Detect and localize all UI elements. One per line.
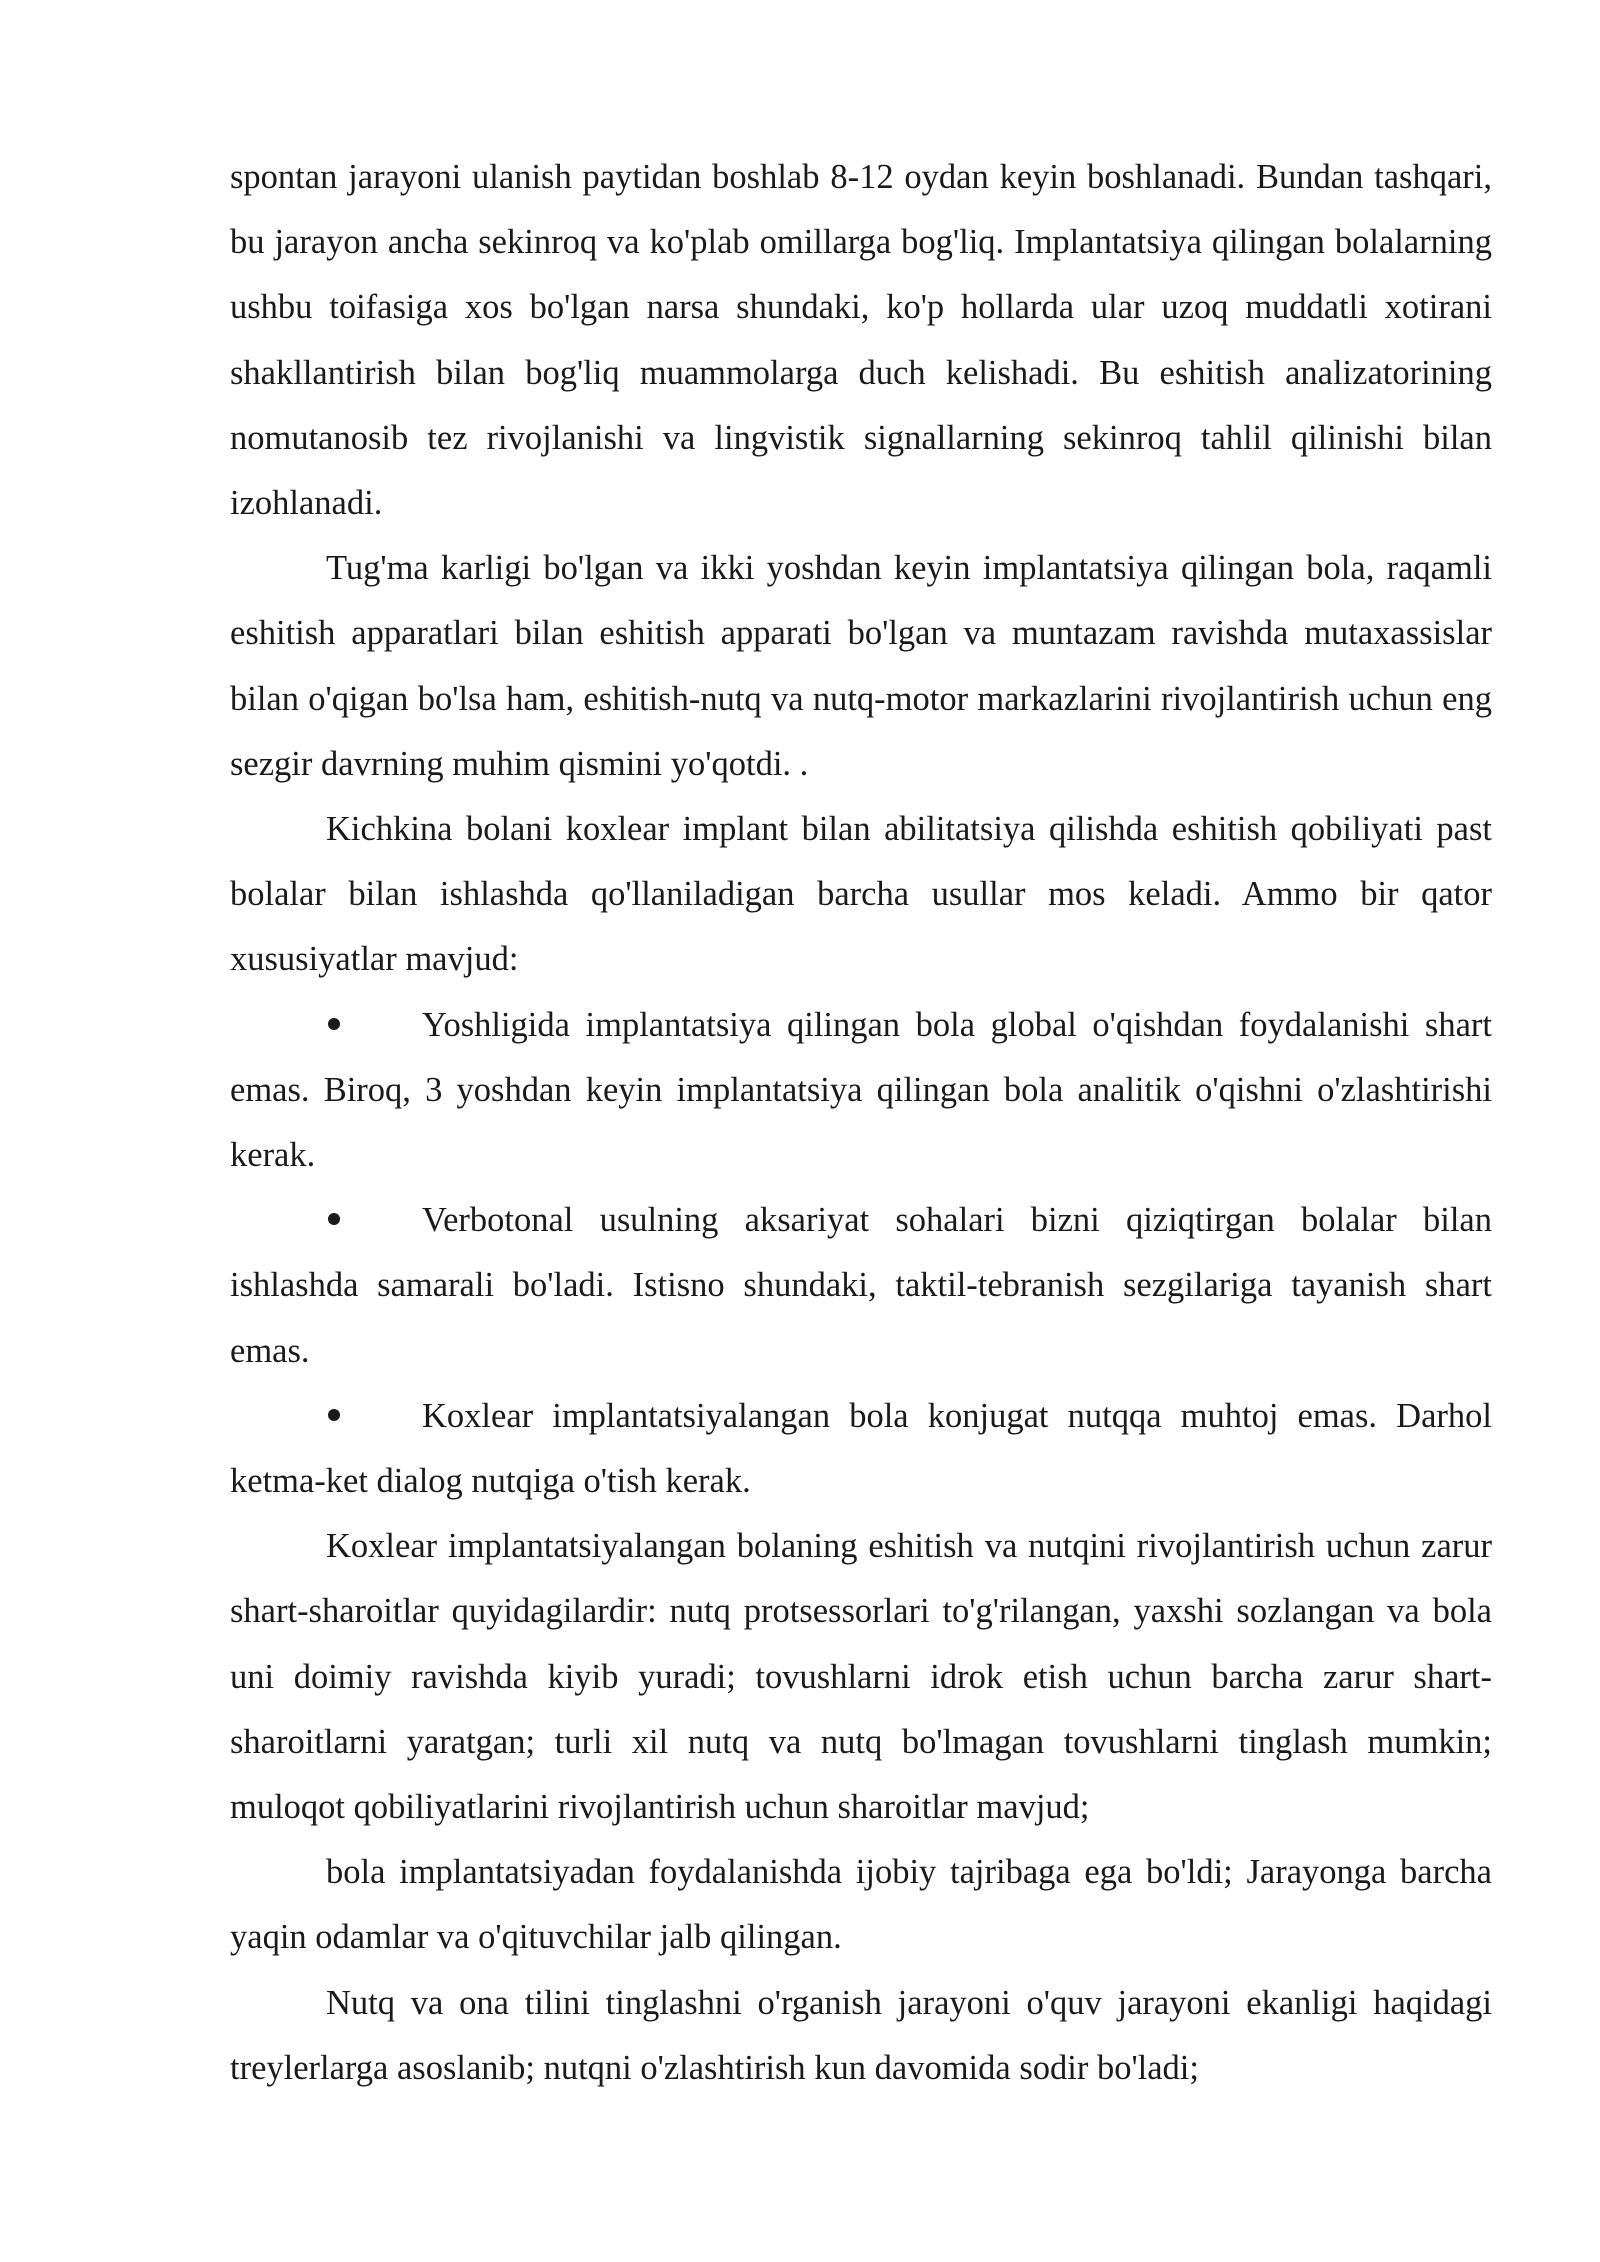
paragraph-continuation: spontan jarayoni ulanish paytidan boshlab 8-12 oydan keyin boshlanadi. Bundan tashqari, bu jarayon ancha sekinroq va ko'plab omillarga bog'liq. Implantatsiya qilingan bolalarning ushbu toifasiga xos bo'lgan narsa shundaki, ko'p hollarda ular uzoq muddatli xotirani shakllantirish bilan bog'liq muammolarga duch kelishadi. Bu eshitish analizatorining nomutanosib tez rivojlanishi va lingvistik signallarning sekinroq tahlil qilinishi bilan izohlanadi. [230,158,1492,523]
document-body [230,145,1492,2101]
paragraph-language-learning: Nutq va ona tilini tinglashni o'rganish jarayoni o'quv jarayoni ekanligi haqidagi treylerlarga asoslanib; nutqni o'zlashtirish kun davomida sodir bo'ladi; [230,1983,1492,2087]
paragraph-positive-experience: bola implantatsiyadan foydalanishda ijobiy tajribaga ega bo'ldi; Jarayonga barcha yaqin odamlar va o'qituvchilar jalb qilingan. [230,1853,1492,1957]
bullet-item-dialog-speech [230,1384,1492,1514]
bullet-text: Koxlear implantatsiyalangan bola konjugat nutqqa muhtoj emas. Darhol ketma-ket dialog nutqiga o'tish kerak. [230,1396,1492,1501]
bullet-icon [328,1213,340,1225]
paragraph-congenital-deafness: Tug'ma karligi bo'lgan va ikki yoshdan keyin implantatsiya qilingan bola, raqamli eshitish apparatlari bilan eshitish apparati bo'lgan va muntazam ravishda mutaxassislar bilan o'qigan bo'lsa ham, eshitish-nutq va nutq-motor markazlarini rivojlantirish uchun eng sezgir davrning muhim qismini yo'qotdi. . [230,549,1492,783]
paragraph-prerequisites: Koxlear implantatsiyalangan bolaning eshitish va nutqini rivojlantirish uchun zarur shart-sharoitlar quyidagilardir: nutq protsessorlari to'g'rilangan, yaxshi sozlangan va bola uni doimiy ravishda kiyib yuradi; tovushlarni idrok etish uchun barcha zarur shart-sharoitlarni yaratgan; turli xil nutq va nutq bo'lmagan tovushlarni tinglash mumkin; muloqot qobiliyatlarini rivojlantirish uchun sharoitlar mavjud; [230,1527,1492,1827]
bullet-icon [328,1409,340,1421]
bullet-item-verbotonal-method [230,1188,1492,1384]
bullet-item-global-reading [230,993,1492,1189]
paragraph-abilitation-methods: Kichkina bolani koxlear implant bilan abilitatsiya qilishda eshitish qobiliyati past bolalar bilan ishlashda qo'llaniladigan barcha usullar mos keladi. Ammo bir qator xususiyatlar mavjud: [230,810,1492,979]
bullet-icon [328,1018,340,1030]
bullet-text: Verbotonal usulning aksariyat sohalari bizni qiziqtirgan bolalar bilan ishlashda samarali bo'ladi. Istisno shundaki, taktil-tebranish sezgilariga tayanish shart emas. [230,1201,1492,1370]
bullet-text: Yoshligida implantatsiya qilingan bola global o'qishdan foydalanishi shart emas. Biroq, 3 yoshdan keyin implantatsiya qilingan bola analitik o'qishni o'zlashtirishi kerak. [230,1005,1492,1175]
